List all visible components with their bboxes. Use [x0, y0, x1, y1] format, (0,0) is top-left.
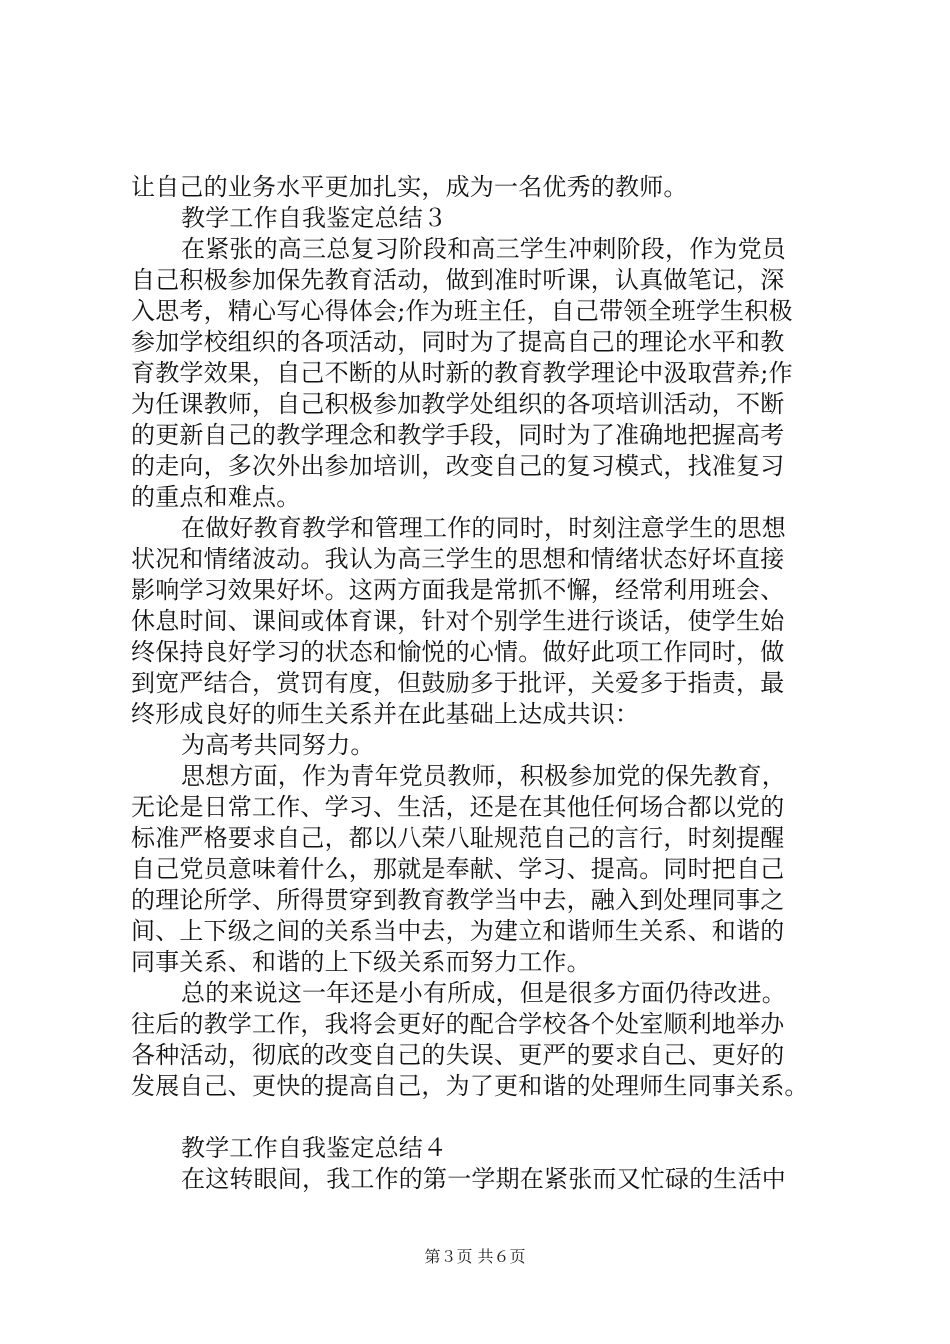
text-line: 总的来说这一年还是小有所成，但是很多方面仍待改进。	[181, 979, 786, 1007]
text-line: 自己积极参加保先教育活动，做到准时听课，认真做笔记，深	[131, 266, 785, 294]
text-line: 休息时间、课间或体育课，针对个别学生进行谈话，使学生始	[131, 607, 785, 635]
blank-line	[131, 1102, 831, 1133]
text-line: 终形成良好的师生关系并在此基础上达成共识：	[131, 700, 640, 728]
document-body	[131, 172, 831, 1195]
text-line: 为任课教师，自己积极参加教学处组织的各项培训活动，不断	[131, 390, 785, 418]
text-line: 思想方面，作为青年党员教师，积极参加党的保先教育，	[181, 762, 786, 790]
text-line: 教学工作自我鉴定总结４	[181, 1134, 448, 1162]
text-line: 标准严格要求自己，都以八荣八耻规范自己的言行，时刻提醒	[131, 824, 785, 852]
text-line: 各种活动，彻底的改变自己的失误、更严的要求自己、更好的	[131, 1041, 785, 1069]
text-line: 往后的教学工作，我将会更好的配合学校各个处室顺利地举办	[131, 1010, 785, 1038]
text-line: 教学工作自我鉴定总结３	[181, 204, 448, 232]
text-line: 间、上下级之间的关系当中去，为建立和谐师生关系、和谐的	[131, 917, 785, 945]
page-number-footer: 第３页 共６页	[424, 1247, 526, 1266]
text-line: 参加学校组织的各项活动，同时为了提高自己的理论水平和教	[131, 328, 785, 356]
text-line: 在做好教育教学和管理工作的同时，时刻注意学生的思想	[181, 514, 786, 542]
text-line: 的走向，多次外出参加培训，改变自己的复习模式，找准复习	[131, 452, 785, 480]
text-line: 的更新自己的教学理念和教学手段，同时为了准确地把握高考	[131, 421, 785, 449]
text-line: 到宽严结合，赏罚有度，但鼓励多于批评，关爱多于指责，最	[131, 669, 785, 697]
text-line: 无论是日常工作、学习、生活，还是在其他任何场合都以党的	[131, 793, 785, 821]
text-line: 的理论所学、所得贯穿到教育教学当中去，融入到处理同事之	[131, 886, 785, 914]
text-line: 的重点和难点。	[131, 483, 301, 511]
text-line: 让自己的业务水平更加扎实，成为一名优秀的教师。	[131, 173, 688, 201]
text-line: 终保持良好学习的状态和愉悦的心情。做好此项工作同时，做	[131, 638, 785, 666]
text-line: 状况和情绪波动。我认为高三学生的思想和情绪状态好坏直接	[131, 545, 785, 573]
text-line: 同事关系、和谐的上下级关系而努力工作。	[131, 948, 591, 976]
text-line: 影响学习效果好坏。这两方面我是常抓不懈，经常利用班会、	[131, 576, 785, 604]
text-line: 入思考，精心写心得体会;作为班主任，自己带领全班学生积极	[131, 297, 793, 325]
text-line: 发展自己、更快的提高自己，为了更和谐的处理师生同事关系。	[131, 1072, 809, 1100]
text-line: 在这转眼间，我工作的第一学期在紧张而又忙碌的生活中	[181, 1165, 786, 1193]
text-line: 为高考共同努力。	[181, 731, 375, 759]
text-line: 育教学效果，自己不断的从时新的教育教学理论中汲取营养;作	[131, 359, 793, 387]
text-line: 自己党员意味着什么，那就是奉献、学习、提高。同时把自己	[131, 855, 785, 883]
text-line: 在紧张的高三总复习阶段和高三学生冲刺阶段，作为党员	[181, 235, 786, 263]
